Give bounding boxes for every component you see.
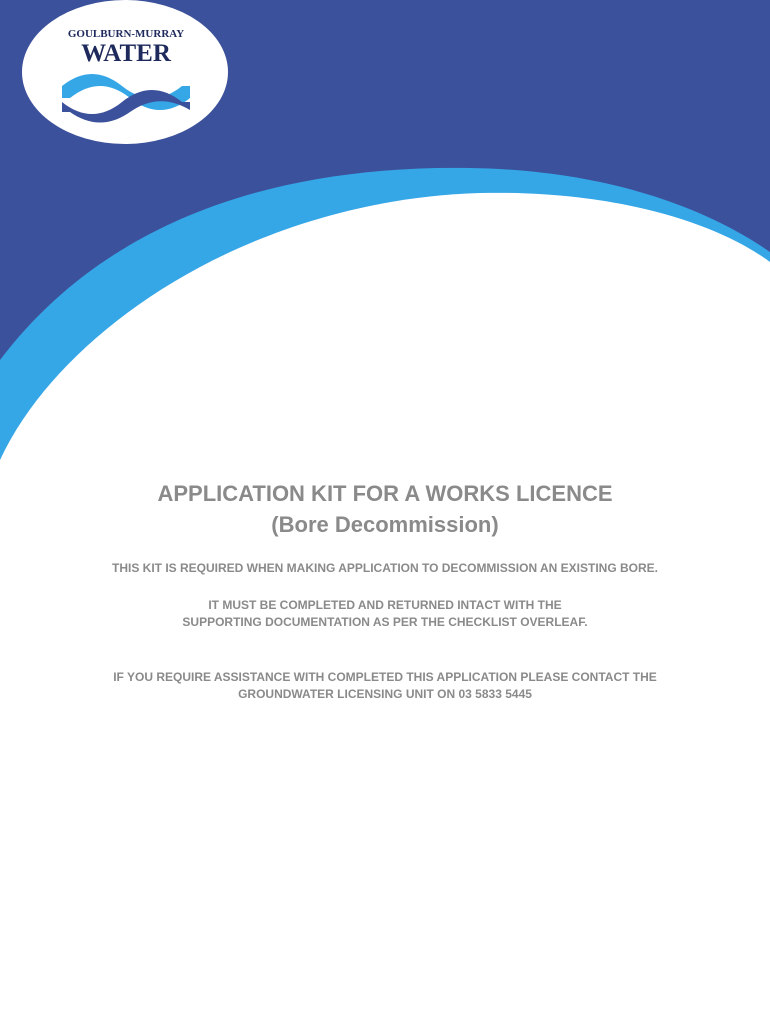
- logo-name-line2: WATER: [81, 40, 171, 67]
- notice-contact-line1: IF YOU REQUIRE ASSISTANCE WITH COMPLETED THIS APPLICATION PLEASE CONTACT THE: [113, 670, 657, 684]
- logo-oval: [22, 0, 228, 144]
- notice-kit-required: THIS KIT IS REQUIRED WHEN MAKING APPLICATION TO DECOMMISSION AN EXISTING BORE.: [111, 561, 659, 575]
- document-subtitle: (Bore Decommission): [271, 512, 499, 537]
- document-content: [0, 478, 770, 703]
- notice-return-intact: [0, 597, 770, 631]
- notice-return-intact-line2: SUPPORTING DOCUMENTATION AS PER THE CHECKLIST OVERLEAF.: [182, 615, 588, 629]
- document-title: APPLICATION KIT FOR A WORKS LICENCE: [157, 481, 613, 506]
- notice-contact-line2: GROUNDWATER LICENSING UNIT ON 03 5833 5445: [238, 687, 532, 701]
- notice-return-intact-line1: IT MUST BE COMPLETED AND RETURNED INTACT WITH THE: [208, 598, 562, 612]
- notice-contact: [0, 669, 770, 703]
- goulburn-murray-water-logo: [22, 0, 228, 144]
- logo-name-line1: GOULBURN-MURRAY: [67, 28, 185, 40]
